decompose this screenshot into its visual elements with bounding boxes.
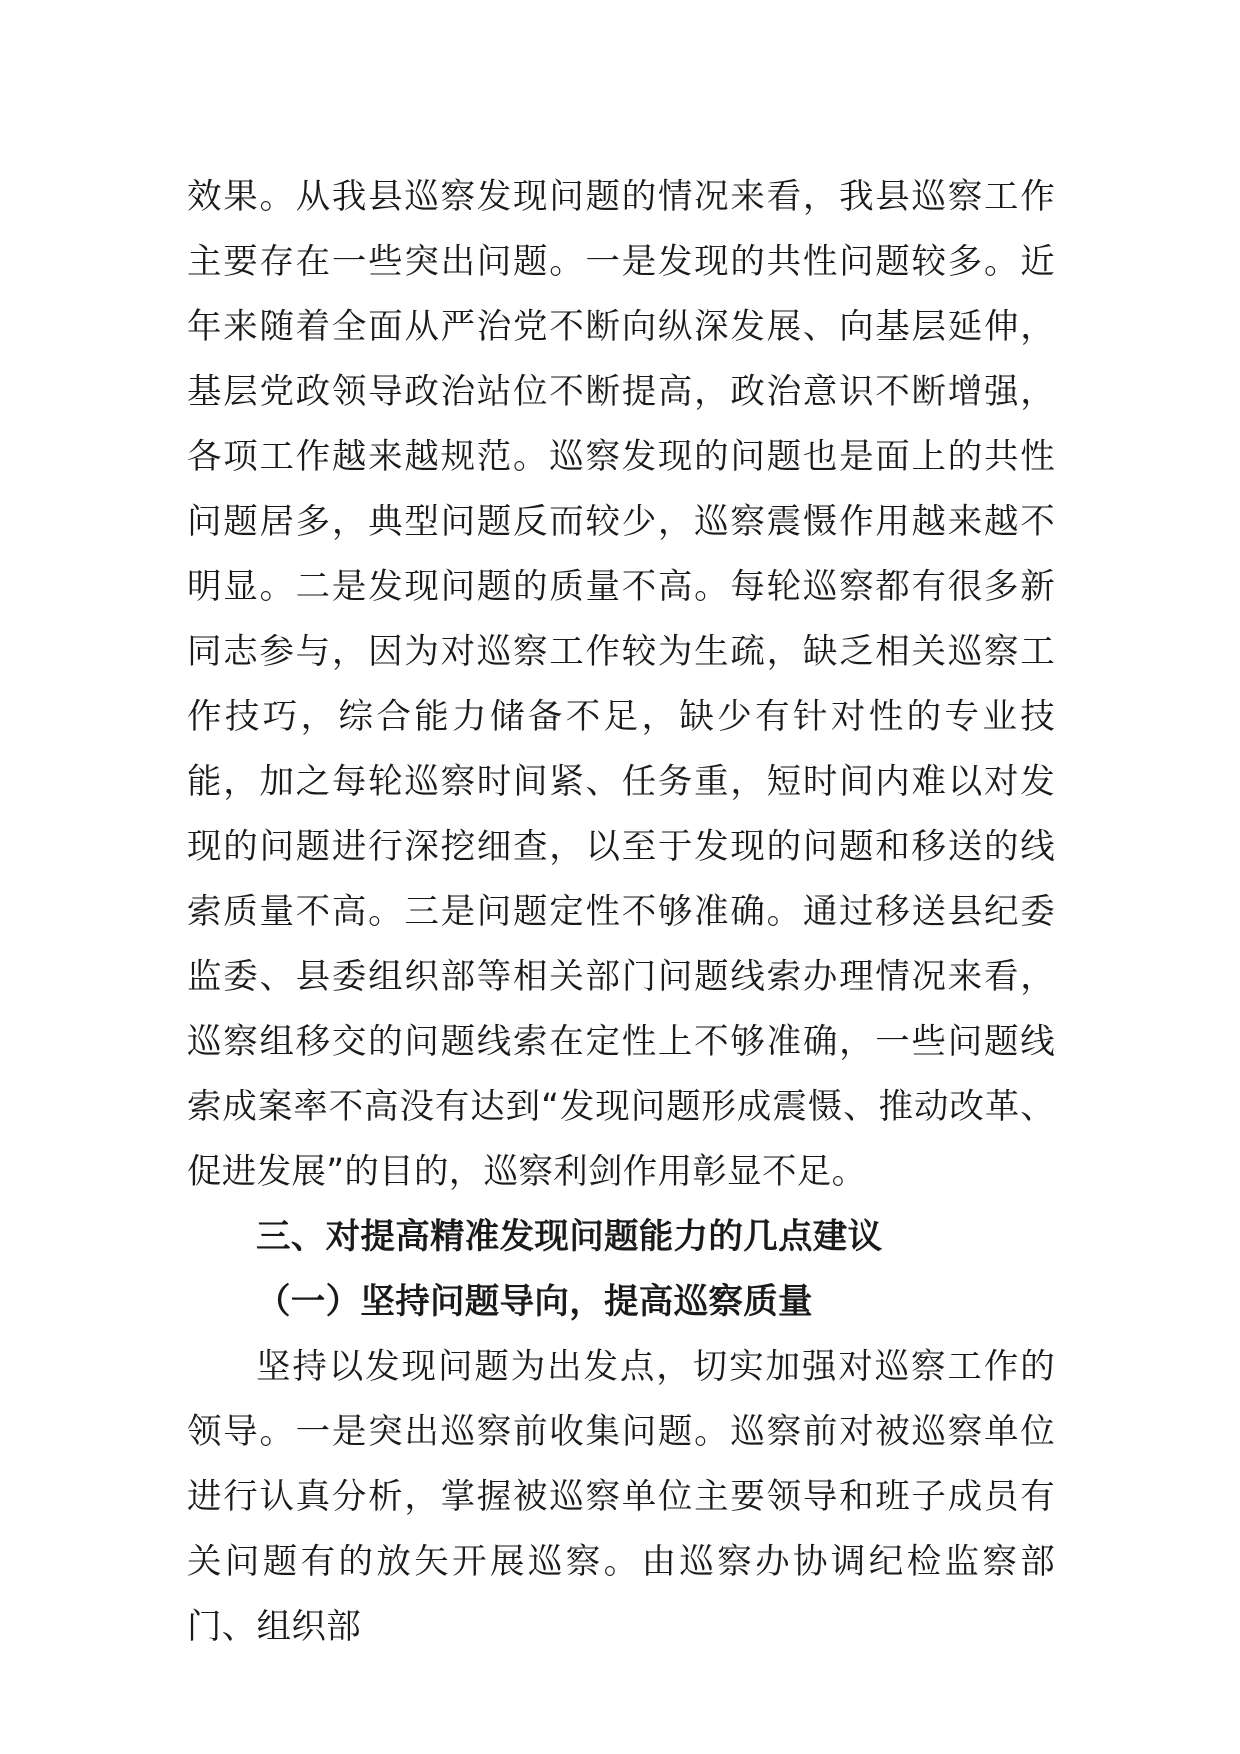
section-heading: 三、对提高精准发现问题能力的几点建议 [256, 1217, 883, 1257]
document-body [187, 165, 1055, 1660]
body-paragraph-continued: 效果。从我县巡察发现问题的情况来看，我县巡察工作主要存在一些突出问题。一是发现的共性问题较多。近年来随着全面从严治党不断向纵深发展、向基层延伸，基层党政领导政治站位不断提高，政治意识不断增强，各项工作越来越规范。巡察发现的问题也是面上的共性问题居多，典型问题反而较少，巡察震慑作用越来越不明显。二是发现问题的质量不高。每轮巡察都有很多新同志参与，因为对巡察工作较为生疏，缺乏相关巡察工作技巧，综合能力储备不足，缺少有针对性的专业技能，加之每轮巡察时间紧、任务重，短时间内难以对发现的问题进行深挖细查，以至于发现的问题和移送的线索质量不高。三是问题定性不够准确。通过移送县纪委监委、县委组织部等相关部门问题线索办理情况来看，巡察组移交的问题线索在定性上不够准确，一些问题线索成案率不高没有达到“发现问题形成震慑、推动改革、促进发展”的目的，巡察利剑作用彰显不足。 [187, 177, 1055, 1192]
body-paragraph-new: 坚持以发现问题为出发点，切实加强对巡察工作的领导。一是突出巡察前收集问题。巡察前对被巡察单位进行认真分析，掌握被巡察单位主要领导和班子成员有关问题有的放矢开展巡察。由巡察办协调纪检监察部门、组织部 [187, 1347, 1055, 1647]
subsection-heading: （一）坚持问题导向，提高巡察质量 [256, 1282, 813, 1322]
